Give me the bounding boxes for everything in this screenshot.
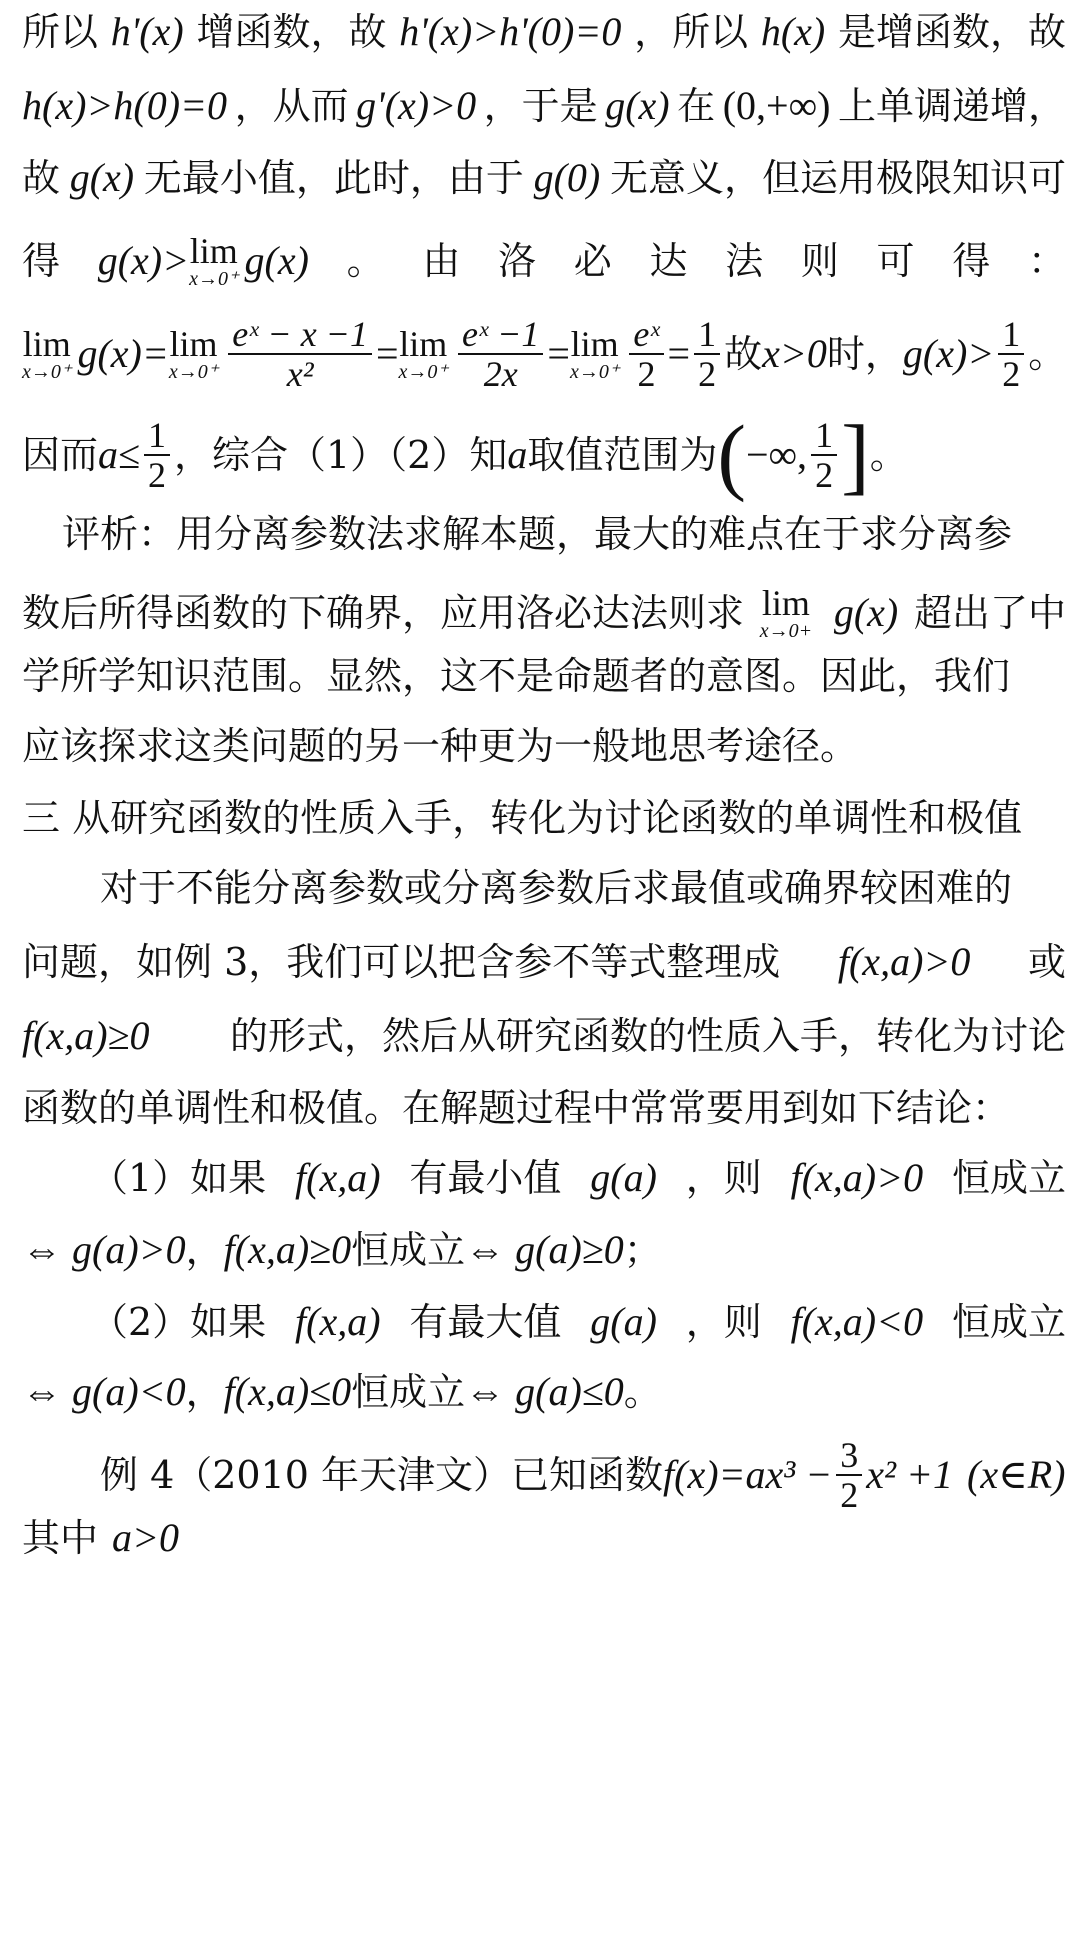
text-line-7: 评析：用分离参数法求解本题，最大的难点在于求分离参 [62,512,1013,556]
fraction: $\frac{1}{2}$ [998,315,1024,393]
text-line-19: ⇔ g(a)<0 ， f(x,a)≤0 恒成立 ⇔ g(a)≤0 。 [22,1369,662,1414]
text-line-12: 对于不能分离参数或分离参数后求最值或确界较困难的 [100,866,1013,910]
text-line-3: 故 g(x) 无最小值，此时，由于 g(0) 无意义，但运用极限知识可 [22,155,1066,200]
section-heading: 三 从研究函数的性质入手，转化为讨论函数的单调性和极值 [22,796,1023,840]
text-line-21: 其中 a>0 [22,1515,180,1560]
text-line-13: 问题，如例 3，我们可以把含参不等式整理成 f(x,a)>0 或 [22,939,1066,984]
fraction: $\frac{\text{eˣ − x −1}}{\text{x²}}$ [228,315,372,393]
text-line-16: （1）如果 f(x,a) 有最小值 g(a) ，则 f(x,a)>0 恒成立 [90,1155,1066,1200]
text-line-6: 因而 a≤ $\frac{1}{2}$ ，综合（1）（2）知 a 取值范围为 ( −∞, $\frac{1}{2}$ ] 。 [22,407,908,503]
fraction: $\frac{3}{2}$ [836,1436,862,1514]
text-line-1: 所以 h'(x) 增函数，故 h'(x)>h'(0)=0 ，所以 h(x) 是增函数，故 [22,9,1066,54]
text-line-5: lim x→0⁺ g(x)= lim x→0⁺ $\frac{\text{eˣ − x −1}}{\text{x²}}$ = lim x→0⁺ $\frac{\text{eˣ −1}}{2x}$ = lim x→0⁺ $\frac{\text{eˣ}}{2}$ = $\frac{1}{2}$ 故 x>0 时， g(x)> $\frac{1}{2}$ 。 [22,314,1067,394]
fraction: $\frac{\text{eˣ −1}}{2x}$ [458,315,543,393]
example-4-line: 例 4（2010 年天津文）已知函数 f(x)=ax³ − $\frac{3}{2}$ x² +1 (x∈R) [100,1435,1066,1515]
text-line-2: h(x)>h(0)=0 ，从而 g'(x)>0 ，于是 g(x) 在 (0,+∞) 上单调递增， [22,83,1066,128]
text-line-15: 函数的单调性和极值。在解题过程中常常要用到如下结论： [22,1086,1011,1130]
interval: ( −∞, $\frac{1}{2}$ ] [717,407,870,503]
text-line-8: 数后所得函数的下确界，应用洛必达法则求 lim x→0+ g(x) 超出了中 [22,583,1066,642]
text-line-10: 应该探求这类问题的另一种更为一般地思考途径。 [22,724,859,768]
text-line-9: 学所学知识范围。显然，这不是命题者的意图。因此，我们 [22,654,1011,698]
text-line-17: ⇔ g(a)>0 ， f(x,a)≥0 恒成立 ⇔ g(a)≥0 ； [22,1227,662,1272]
fraction: $\frac{1}{2}$ [144,416,170,494]
limit-expression: g(x)> lim x→0⁺ g(x) [97,231,309,290]
text-line-18: （2）如果 f(x,a) 有最大值 g(a) ，则 f(x,a)<0 恒成立 [90,1299,1066,1344]
text-line-14: f(x,a)≥0 的形式，然后从研究函数的性质入手，转化为讨论 [22,1013,1066,1058]
fraction: $\frac{\text{eˣ}}{2}$ [629,315,663,393]
limit-operator: lim x→0⁺ [189,231,239,290]
fraction: $\frac{1}{2}$ [694,315,720,393]
text-line-4: 得 g(x)> lim x→0⁺ g(x) 。 由 洛 必 达 法 则 可 得 ： [22,231,1066,290]
